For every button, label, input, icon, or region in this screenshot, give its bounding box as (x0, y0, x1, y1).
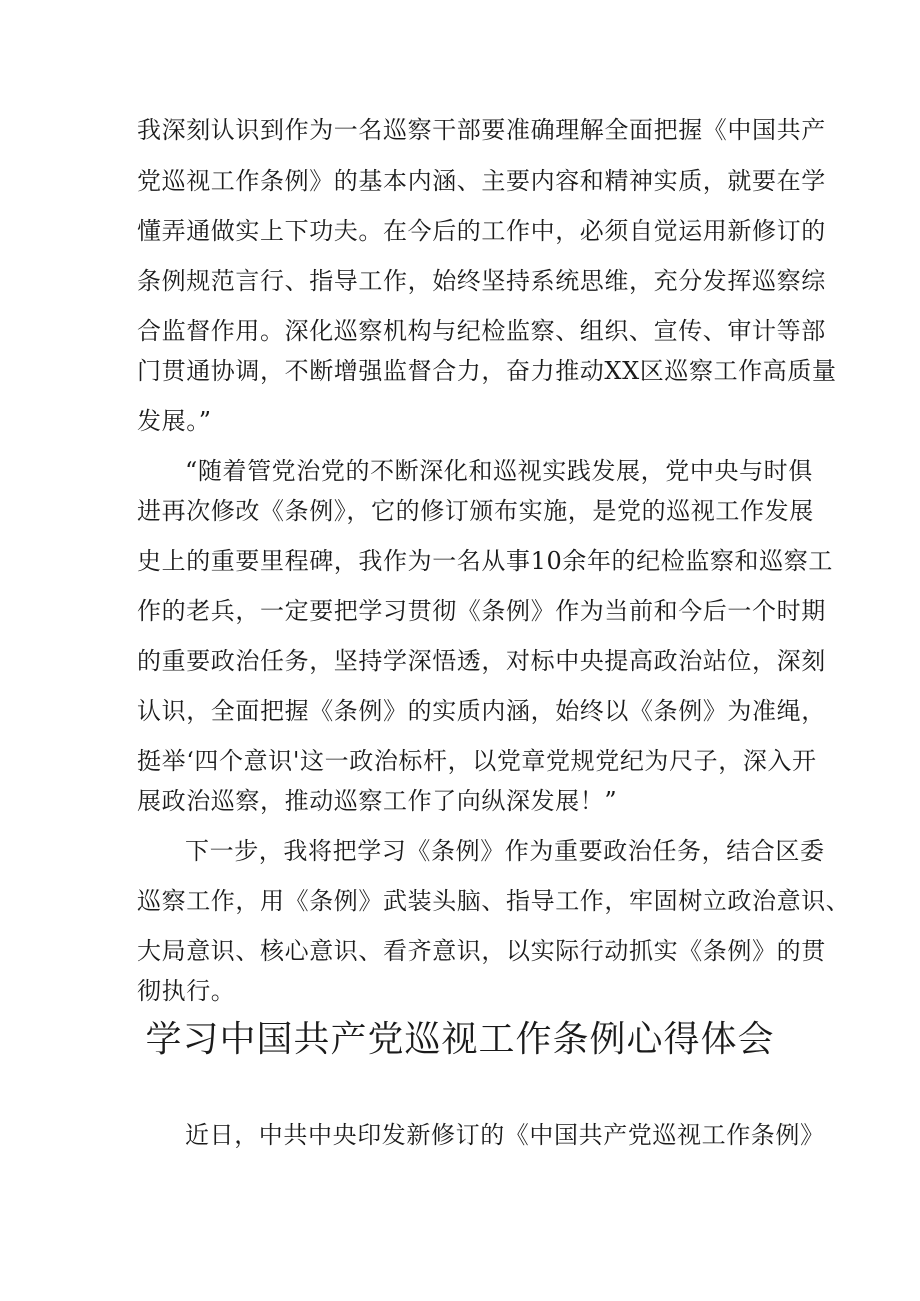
paragraph-2-line-6: 认识，全面把握《条例》的实质内涵，始终以《条例》为准绳， (137, 697, 826, 725)
intro-line: 近日，中共中央印发新修订的《中国共产党巡视工作条例》 (185, 1121, 825, 1149)
paragraph-2-line-3: 史上的重要里程碑，我作为一名从事10余年的纪检监察和巡察工 (137, 547, 833, 575)
paragraph-1-line-4: 条例规范言行、指导工作，始终坚持系统思维，充分发挥巡察综 (137, 267, 826, 295)
paragraph-2-line-1: “随着管党治党的不断深化和巡视实践发展，党中央与时俱 (185, 457, 813, 485)
paragraph-3-line-2: 巡察工作，用《条例》武装头脑、指导工作，牢固树立政治意识、 (137, 887, 851, 915)
paragraph-2-line-4: 作的老兵，一定要把学习贯彻《条例》作为当前和今后一个时期 (137, 597, 826, 625)
paragraph-1-line-2: 党巡视工作条例》的基本内涵、主要内容和精神实质，就要在学 (137, 167, 826, 195)
document-title: 学习中国共产党巡视工作条例心得体会 (145, 1019, 775, 1060)
paragraph-1-line-3: 懂弄通做实上下功夫。在今后的工作中，必须自觉运用新修订的 (137, 217, 826, 245)
paragraph-2-line-8: 展政治巡察，推动巡察工作了向纵深发展！” (137, 787, 618, 815)
paragraph-3-line-4: 彻执行。 (137, 977, 236, 1005)
paragraph-3-line-3: 大局意识、核心意识、看齐意识，以实际行动抓实《条例》的贯 (137, 937, 826, 965)
paragraph-2-line-7: 挺举‘四个意识'这一政治标杆，以党章党规党纪为尺子，深入开 (137, 747, 817, 775)
paragraph-3-line-1: 下一步，我将把学习《条例》作为重要政治任务，结合区委 (185, 837, 825, 865)
paragraph-1-line-5: 合监督作用。深化巡察机构与纪检监察、组织、宣传、审计等部 (137, 317, 826, 345)
paragraph-2-line-5: 的重要政治任务，坚持学深悟透，对标中央提高政治站位，深刻 (137, 647, 826, 675)
paragraph-1-line-6: 门贯通协调，不断增强监督合力，奋力推动XX区巡察工作高质量 (137, 357, 837, 385)
paragraph-1-line-1: 我深刻认识到作为一名巡察干部要准确理解全面把握《中国共产 (137, 116, 826, 144)
paragraph-2-line-2: 进再次修改《条例》，它的修订颁布实施，是党的巡视工作发展 (137, 497, 814, 525)
paragraph-1-line-7: 发展。” (137, 407, 212, 435)
